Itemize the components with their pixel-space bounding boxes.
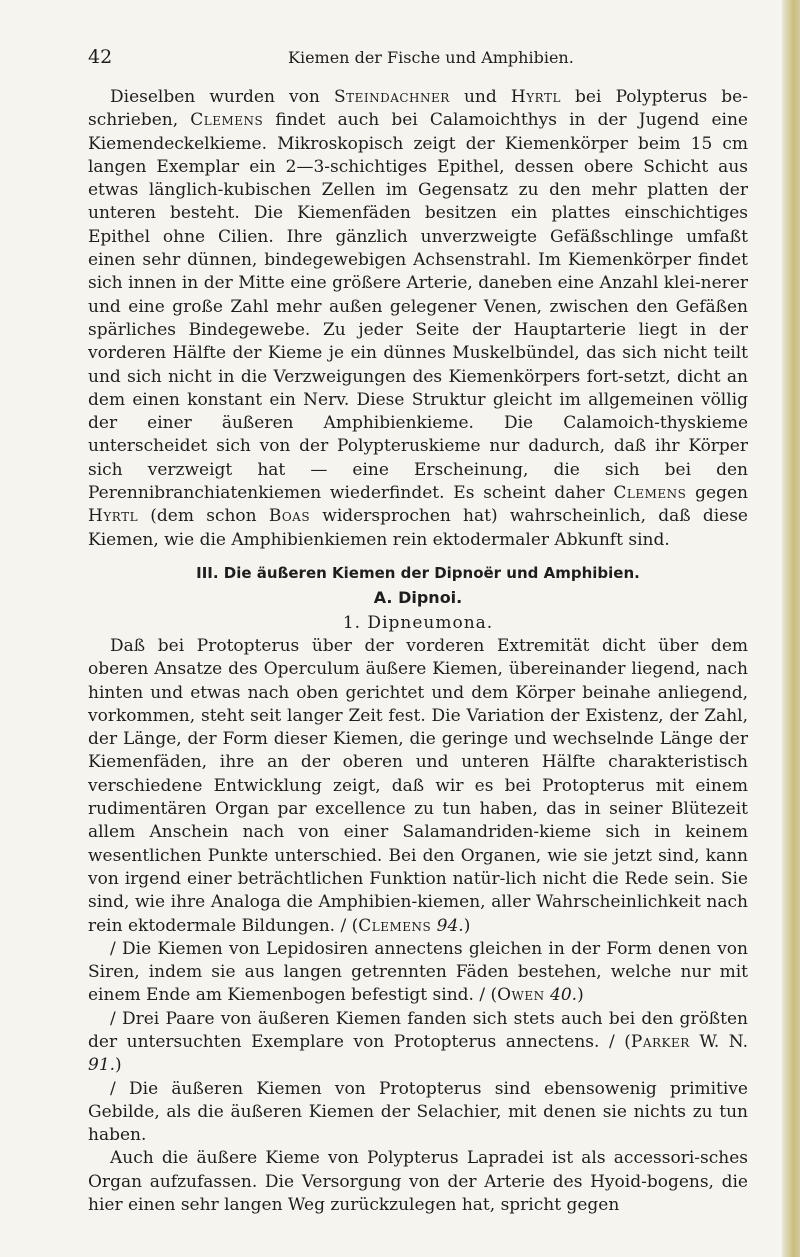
text: gegen [686, 483, 748, 504]
text: und [449, 87, 511, 107]
text: Dieselben wurden von [110, 87, 334, 107]
running-head: Kiemen der Fische und Amphibien. [288, 48, 574, 67]
text: ) [463, 915, 471, 936]
citation-number: 94. [436, 915, 464, 936]
page-body [88, 86, 748, 1217]
author-name: Owen [497, 985, 545, 1006]
citation-number: 40. [550, 985, 578, 1006]
section-heading: III. Die äußeren Kiemen der Dipnoër und Amphibien. [196, 563, 640, 582]
text: bei Polypterus be-schrieben, [88, 87, 748, 131]
subsection-heading: A. Dipnoi. [373, 587, 463, 607]
paragraph-2 [88, 635, 748, 938]
text: findet auch bei Calamoichthys in der Jugend eine Kiemendeckelkieme. Mikroskopisch zeigt der Kiemenkörper beim 15 cm langen Exemplar ein 2—3-schichtiges Epithel, dessen obere Schicht aus etwas länglich-kubischen Zellen im Gegensatz zu den mehr platten der unteren besteht. Die Kiemenfäden besitzen ein plattes einschichtiges Epithel ohne Cilien. Ihre gänzlich unverzweigte Gefäßschlinge umfaßt einen sehr dünnen, bindegewebigen Achsenstrahl. Im Kiemenkörper findet sich innen in der Mitte eine größere Arterie, daneben eine Anzahl klei-nerer und eine große Zahl mehr außen gelegener Venen, zwischen den Gefäßen spärliches Bindegewebe. Zu jeder Seite der Hauptarterie liegt in der vorderen Hälfte der Kieme je ein dünnes Muskelbündel, das sich nicht teilt und sich nicht in die Verzweigungen des Kiemenkörpers fort-setzt, dicht an dem einen konstant ein Nerv. Diese Struktur gleicht im allgemeinen völlig der einer äußeren Amphibienkieme. Die Calamoich-thyskieme unterscheidet sich von der Polypteruskieme nur dadurch, daß ihr Körper sich verzweigt hat — eine Erscheinung, die sich bei den Perennibranchiatenkiemen wiederfindet. Es scheint daher [88, 110, 748, 504]
paragraph-1 [88, 86, 748, 552]
author-name: Clemens [358, 915, 432, 936]
author-name: Steindachner [333, 87, 450, 107]
text: / Drei Paare von äußeren Kiemen fanden sich stets auch bei den größten der untersuchten Exemplare von Protopterus annectens. / ( [88, 1008, 748, 1052]
paragraph-3 [88, 938, 748, 1008]
author-name: Hyrtl [88, 506, 139, 527]
text: / Die Kiemen von Lepidosiren annectens gleichen in der Form denen von Siren, indem sie aus langen getrennten Fäden bestehen, welche nur mit einem Ende am Kiemenbogen befestigt sind. / ( [88, 938, 748, 1006]
paragraph-4 [88, 1008, 748, 1078]
text: Auch die äußere Kieme von Polypterus Lapradei ist als accessori-sches Organ aufzufassen. Die Versorgung von der Arterie des Hyoid-bogens, die hier einen sehr langen Weg zurückzulegen hat, spricht gegen [88, 1148, 748, 1216]
paragraph-5 [88, 1078, 748, 1148]
text: ) [577, 985, 584, 1006]
text: W. N. [689, 1031, 748, 1052]
author-name: Parker [630, 1031, 690, 1052]
text: widersprochen hat) wahrscheinlich, daß diese Kiemen, wie die Amphibienkiemen rein ektodermaler Abkunft sind. [88, 506, 748, 550]
text: ) [115, 1055, 122, 1076]
citation-number: 91. [88, 1055, 116, 1076]
text: / Die äußeren Kiemen von Protopterus sind ebensowenig primitive Gebilde, als die äußeren Kiemen der Selachier, mit denen sie nichts zu tun haben. [88, 1078, 748, 1146]
text: (dem schon [138, 506, 269, 527]
author-name: Clemens [190, 110, 264, 131]
page-number: 42 [88, 46, 113, 68]
text: Daß bei Protopterus über der vorderen Extremität dicht über dem oberen Ansatze des Operculum äußere Kiemen, übereinander liegend, nach hinten und etwas nach oben gerichtet und dem Körper beinahe anliegend, vorkommen, steht seit langer Zeit fest. Die Variation der Existenz, der Zahl, der Länge, der Form dieser Kiemen, die geringe und wechselnde Länge der Kiemenfäden, ihre an der oberen und unteren Hälfte charakteristisch verschiedene Entwicklung zeigt, daß wir es bei Protopterus mit einem rudimentären Organ par excellence zu tun haben, das in seiner Blütezeit allem Anschein nach von einer Salamandriden-kieme sich in keinem wesentlichen Punkte unterschied. Bei den Organen, wie sie jetzt sind, kann von irgend einer beträchtlichen Funktion natür-lich nicht die Rede sein. Sie sind, wie ihre Analoga die Amphibien-kiemen, aller Wahrscheinlichkeit nach rein ektodermale Bildungen. / ( [88, 635, 748, 936]
subsubsection-heading: 1. Dipneumona. [342, 612, 494, 633]
page-edge [782, 0, 800, 1257]
author-name: Clemens [613, 483, 687, 504]
paragraph-6 [88, 1147, 748, 1217]
author-name: Hyrtl [510, 87, 561, 107]
page-header [88, 46, 748, 70]
author-name: Boas [268, 506, 311, 527]
